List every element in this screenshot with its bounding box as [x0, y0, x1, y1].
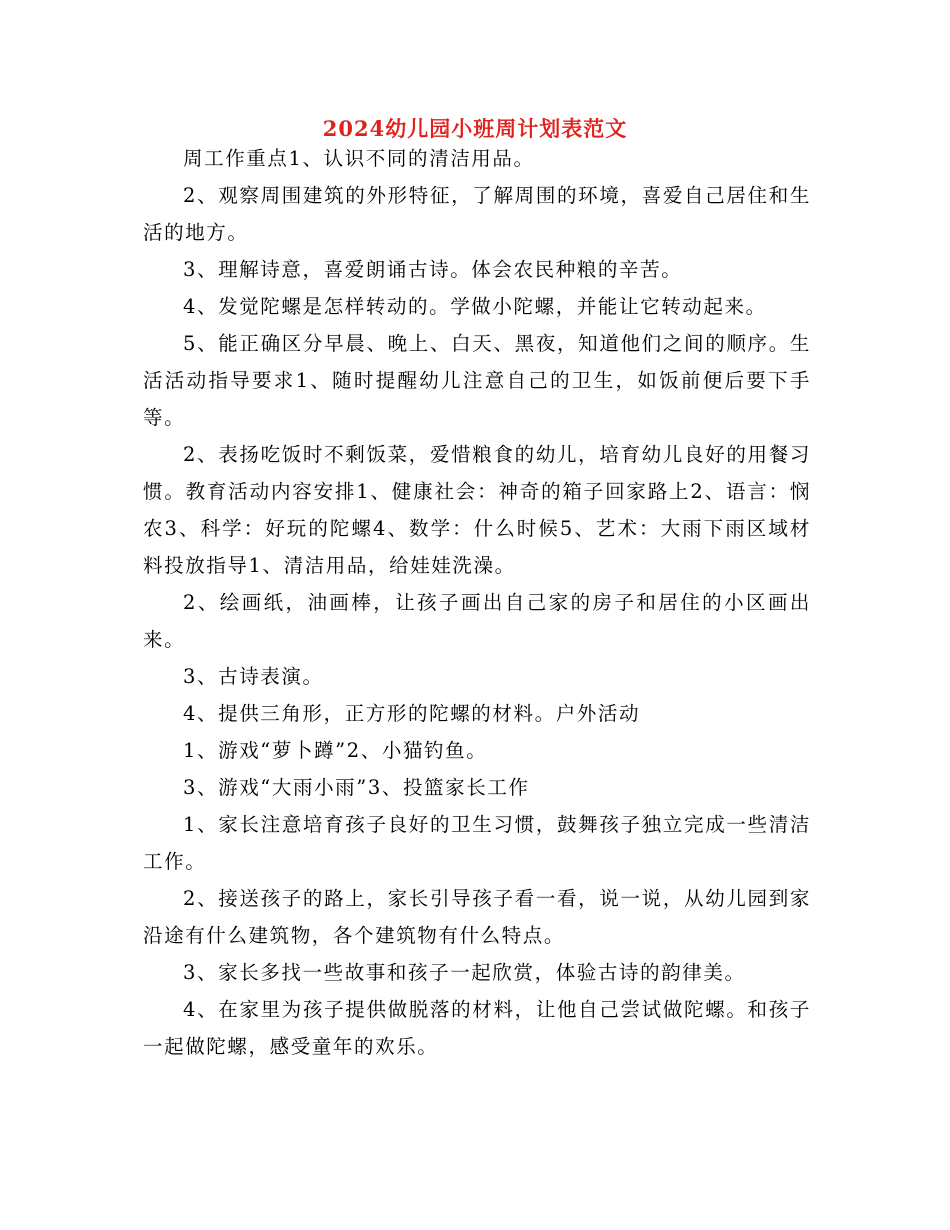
paragraph: 2、接送孩子的路上，家长引导孩子看一看，说一说，从幼儿园到家沿途有什么建筑物，各个建筑物有什么特点。: [143, 887, 811, 947]
paragraph: 3、古诗表演。: [183, 665, 324, 688]
paragraph: 4、提供三角形，正方形的陀螺的材料。户外活动: [183, 702, 641, 725]
document-title: 2024幼儿园小班周计划表范文: [322, 116, 628, 141]
paragraph: 2、观察周围建筑的外形特征，了解周围的环境，喜爱自己居住和生活的地方。: [143, 184, 811, 244]
paragraph: 4、发觉陀螺是怎样转动的。学做小陀螺，并能让它转动起来。: [183, 295, 767, 318]
paragraph: 1、家长注意培育孩子良好的卫生习惯，鼓舞孩子独立完成一些清洁工作。: [143, 813, 811, 873]
paragraph: 5、能正确区分早晨、晚上、白天、黑夜，知道他们之间的顺序。生活活动指导要求1、随时提醒幼儿注意自己的卫生，如饭前便后要下手等。: [143, 332, 811, 429]
paragraph: 周工作重点1、认识不同的清洁用品。: [183, 147, 535, 170]
paragraph: 2、绘画纸，油画棒，让孩子画出自己家的房子和居住的小区画出来。: [143, 591, 811, 651]
paragraph: 3、游戏“大雨小雨”3、投篮家长工作: [183, 776, 530, 799]
paragraph: 4、在家里为孩子提供做脱落的材料，让他自己尝试做陀螺。和孩子一起做陀螺，感受童年的欢乐。: [143, 998, 811, 1058]
document-body: [143, 140, 811, 1065]
paragraph: 1、游戏“萝卜蹲”2、小猫钓鱼。: [183, 739, 488, 762]
paragraph: 3、理解诗意，喜爱朗诵古诗。体会农民种粮的辛苦。: [183, 258, 683, 281]
paragraph: 3、家长多找一些故事和孩子一起欣赏，体验古诗的韵律美。: [183, 961, 746, 984]
paragraph: 2、表扬吃饭时不剩饭菜，爱惜粮食的幼儿，培育幼儿良好的用餐习惯。教育活动内容安排1、健康社会：神奇的箱子回家路上2、语言：悯农3、科学：好玩的陀螺4、数学：什么时候5、艺术：大雨下雨区域材料投放指导1、清洁用品，给娃娃洗澡。: [143, 443, 811, 577]
